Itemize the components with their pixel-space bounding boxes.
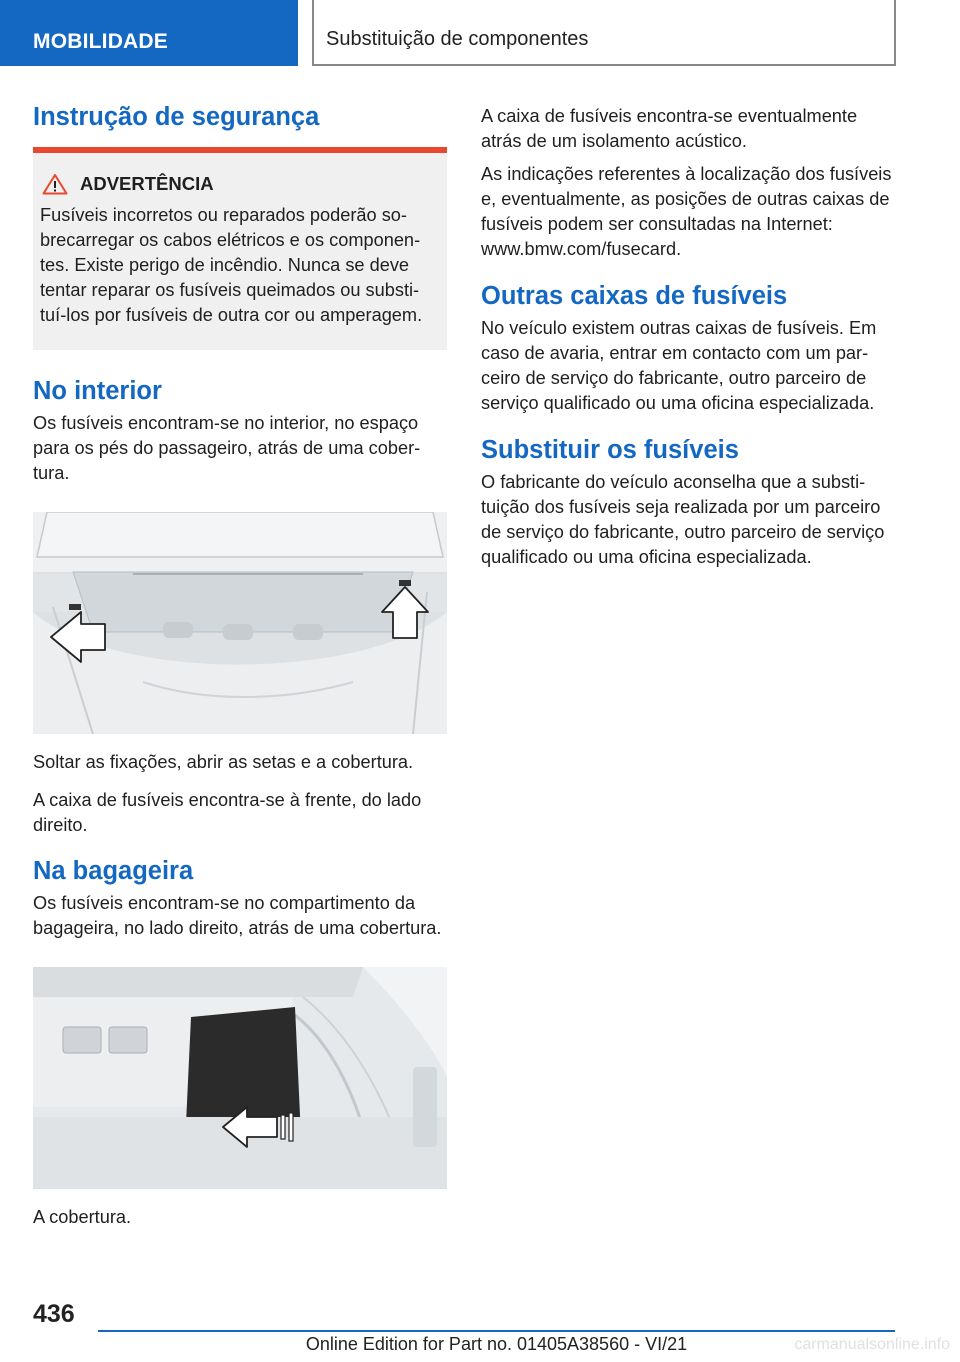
other-boxes-heading: Outras caixas de fusíveis [481,282,788,310]
warning-box [33,147,447,350]
watermark: carmanualsonline.info [794,1336,950,1353]
other-boxes-text: No veículo existem outras caixas de fusíveis. Em caso de avaria, entrar em contacto com um parceiro de serviço do fabricante, outro parceiro de serviço qualificado ou uma oficina especializada. [481,318,877,413]
acoustic-text: A caixa de fusíveis encontra-se eventualmente atrás de um isolamento acústico. [481,106,858,151]
safety-heading: Instrução de segurança [33,103,320,131]
warning-text: Fusíveis incorretos ou reparados poderão sobrecarregar os cabos elétricos e os componentes. Existe perigo de incêndio. Nunca se deve tentar reparar os fusíveis queimados ou substituí-los por fusíveis de outra cor ou amperagem. [40,205,423,325]
luggage-heading: Na bagageira [33,857,194,885]
interior-note: A caixa de fusíveis encontra-se à frente, do lado direito. [33,790,422,835]
left-column [33,100,447,1230]
luggage-fuse-photo [33,967,447,1189]
page-number: 436 [33,1300,75,1328]
internet-text: As indicações referentes à localização dos fusíveis e, eventualmente, as posições de outras caixas de fusíveis podem ser consultadas na Internet: www.bmw.com/fusecard. [481,164,892,259]
right-column [481,104,895,570]
interior-caption: Soltar as fixações, abrir as setas e a cobertura. [33,752,414,772]
warning-triangle-icon [42,173,68,195]
edition-footer: Online Edition for Part no. 01405A38560 - VI/21 [305,1334,688,1354]
luggage-text: Os fusíveis encontram-se no compartimento da bagageira, no lado direito, atrás de uma cobertura. [33,893,442,938]
replace-fuses-text: O fabricante do veículo aconselha que a substituição dos fusíveis seja realizada por um parceiro de serviço do fabricante, outro parceiro de serviço qualificado ou uma oficina especializada. [481,472,885,567]
interior-text: Os fusíveis encontram-se no interior, no espaço para os pés do passageiro, atrás de uma cobertura. [33,413,421,483]
chapter-title: Substituição de componentes [312,0,896,66]
warning-label: ADVERTÊNCIA [80,173,214,194]
luggage-caption: A cobertura. [33,1207,132,1227]
footer-rule [98,1330,895,1332]
interior-fuse-photo [33,512,447,734]
replace-fuses-heading: Substituir os fusíveis [481,436,739,464]
section-tab: MOBILIDADE [0,0,298,66]
interior-heading: No interior [33,377,162,405]
